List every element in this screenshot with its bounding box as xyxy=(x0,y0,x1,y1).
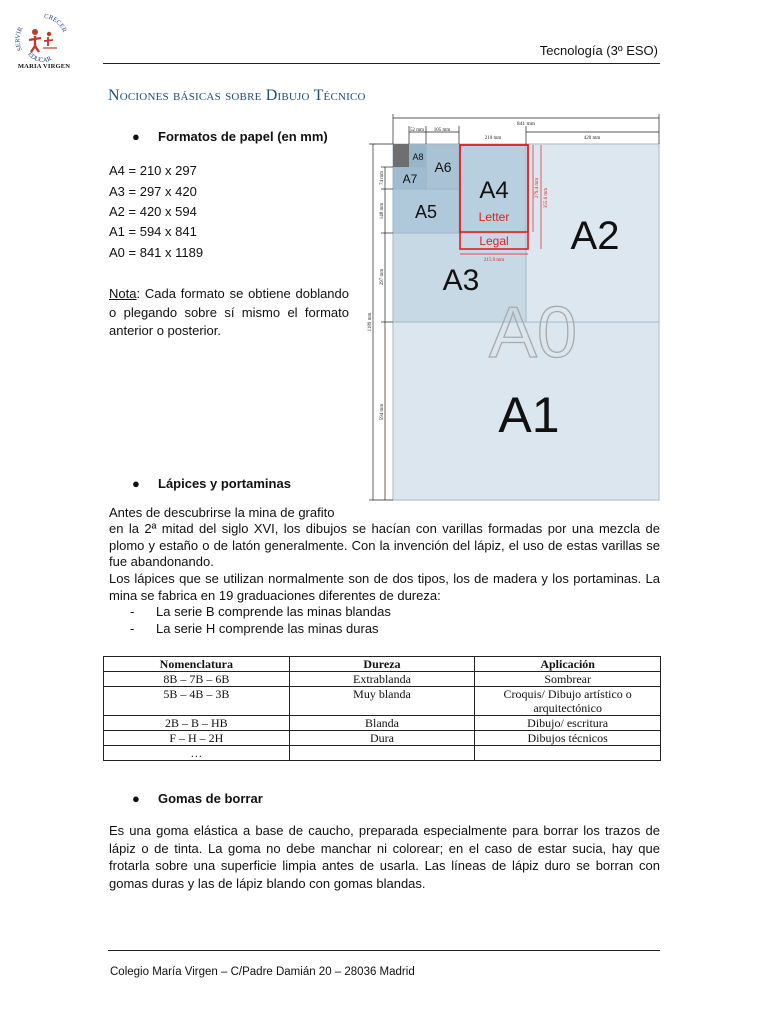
a9-area xyxy=(393,144,409,167)
hardness-list xyxy=(109,604,660,638)
table-row xyxy=(104,716,661,731)
table-row xyxy=(104,746,661,761)
pencil-hardness-table xyxy=(103,656,661,761)
table-cell: Dibujo/ escritura xyxy=(475,716,661,731)
format-line: A1 = 594 x 841 xyxy=(109,224,197,239)
column-header: Aplicación xyxy=(475,657,661,672)
pencils-para1-line1: Antes de descubrirse la mina de grafito xyxy=(109,505,335,520)
subject-label: Tecnología (3º ESO) xyxy=(539,43,658,58)
a1-label: A1 xyxy=(498,387,560,443)
legal-label: Legal xyxy=(479,234,509,248)
dim-148: 148 mm xyxy=(380,202,385,220)
table-row xyxy=(104,687,661,716)
bullet-icon: ● xyxy=(132,476,140,491)
table-cell: Blanda xyxy=(289,716,475,731)
dim-355: 355.6 mm xyxy=(544,187,549,209)
table-cell: 2B – B – HB xyxy=(104,716,290,731)
table-header-row xyxy=(104,657,661,672)
format-line: A2 = 420 x 594 xyxy=(109,204,197,219)
section-heading-erasers: ● Gomas de borrar xyxy=(132,791,263,806)
a8-label: A8 xyxy=(412,152,424,162)
logo-caption: MARIA VIRGEN xyxy=(17,63,71,70)
column-header: Dureza xyxy=(289,657,475,672)
dim-215: 215.9 mm xyxy=(483,258,505,263)
a5-label: A5 xyxy=(414,202,438,222)
dim-74: 74 mm xyxy=(380,170,385,186)
dim-297: 297 mm xyxy=(380,268,385,286)
document-title: Nociones básicas sobre Dibujo Técnico xyxy=(108,87,366,104)
table-cell: 5B – 4B – 3B xyxy=(104,687,290,716)
table-cell: F – H – 2H xyxy=(104,731,290,746)
erasers-paragraph: Es una goma elástica a base de caucho, preparada especialmente para borrar los trazos de lápiz o de tinta. La goma no debe manchar ni colorear; en el caso de estar sucia, hay que frotarla sobre una superficie limpia antes de usarla. Las líneas de lápiz duro se borran con gomas duras y las de lápiz blando con gomas blandas. xyxy=(109,823,660,891)
table-cell xyxy=(475,746,661,761)
a6-label: A6 xyxy=(434,159,452,175)
dim-420: 420 mm xyxy=(583,136,601,141)
format-line: A4 = 210 x 297 xyxy=(109,163,197,178)
svg-text:EDUCAR: EDUCAR xyxy=(26,50,53,65)
footer-divider xyxy=(108,950,660,951)
dim-52: 52 mm xyxy=(409,128,425,133)
dim-841: 841 mm xyxy=(516,121,536,127)
a3-label: A3 xyxy=(442,264,480,297)
format-line: A3 = 297 x 420 xyxy=(109,184,197,199)
table-cell: Dura xyxy=(289,731,475,746)
table-cell: 8B – 7B – 6B xyxy=(104,672,290,687)
note-text: : Cada formato se obtiene doblando o plegando sobre sí mismo el formato anterior o posterior. xyxy=(109,286,349,338)
note-label: Nota xyxy=(109,286,137,301)
table-cell xyxy=(289,746,475,761)
table-cell: Extrablanda xyxy=(289,672,475,687)
table-cell: Sombrear xyxy=(475,672,661,687)
svg-text:CRECER: CRECER xyxy=(43,12,68,34)
dim-105: 105 mm xyxy=(433,128,451,133)
table-cell: Muy blanda xyxy=(289,687,475,716)
a0-label: A0 xyxy=(488,293,578,373)
footer-address: Colegio María Virgen – C/Padre Damián 20 – 28036 Madrid xyxy=(110,966,415,978)
dim-1189: 1189 mm xyxy=(368,312,373,332)
table-row xyxy=(104,731,661,746)
list-item: - La serie H comprende las minas duras xyxy=(130,621,379,636)
table-row xyxy=(104,672,661,687)
column-header: Nomenclatura xyxy=(104,657,290,672)
bullet-icon: ● xyxy=(132,791,140,806)
a2-label: A2 xyxy=(570,214,620,258)
format-line: A0 = 841 x 1189 xyxy=(109,245,204,260)
people-icon xyxy=(29,29,57,52)
dim-210: 210 mm xyxy=(484,136,502,141)
a7-label: A7 xyxy=(402,172,418,186)
table-cell: … xyxy=(104,746,290,761)
dim-279: 279.4 mm xyxy=(535,177,540,199)
section-heading-pencils: ● Lápices y portaminas xyxy=(132,476,291,491)
paper-sizes-diagram xyxy=(363,112,663,506)
letter-label: Letter xyxy=(478,210,510,224)
format-note xyxy=(109,285,349,341)
header-divider xyxy=(103,63,660,64)
table-cell: Dibujos técnicos xyxy=(475,731,661,746)
a4-label: A4 xyxy=(479,177,509,204)
bullet-icon: ● xyxy=(132,129,140,144)
list-item: - La serie B comprende las minas blandas xyxy=(130,604,391,619)
pencils-para1: en la 2ª mitad del siglo XVI, los dibujos se hacían con varillas formadas por una mezcla de plomo y estaño o de latón generalmente. Con la invención del lápiz, el uso de estas varillas se fue abandonando. xyxy=(109,521,660,569)
dim-594: 594 mm xyxy=(380,403,385,421)
table-cell: Croquis/ Dibujo artístico o arquitectónico xyxy=(475,687,661,716)
section-heading-formats: ● Formatos de papel (en mm) xyxy=(132,129,328,144)
svg-text:SERVIR: SERVIR xyxy=(14,26,25,53)
pencils-para2: Los lápices que se utilizan normalmente son de dos tipos, los de madera y los portaminas. La mina se fabrica en 19 graduaciones diferentes de dureza: xyxy=(109,571,660,603)
